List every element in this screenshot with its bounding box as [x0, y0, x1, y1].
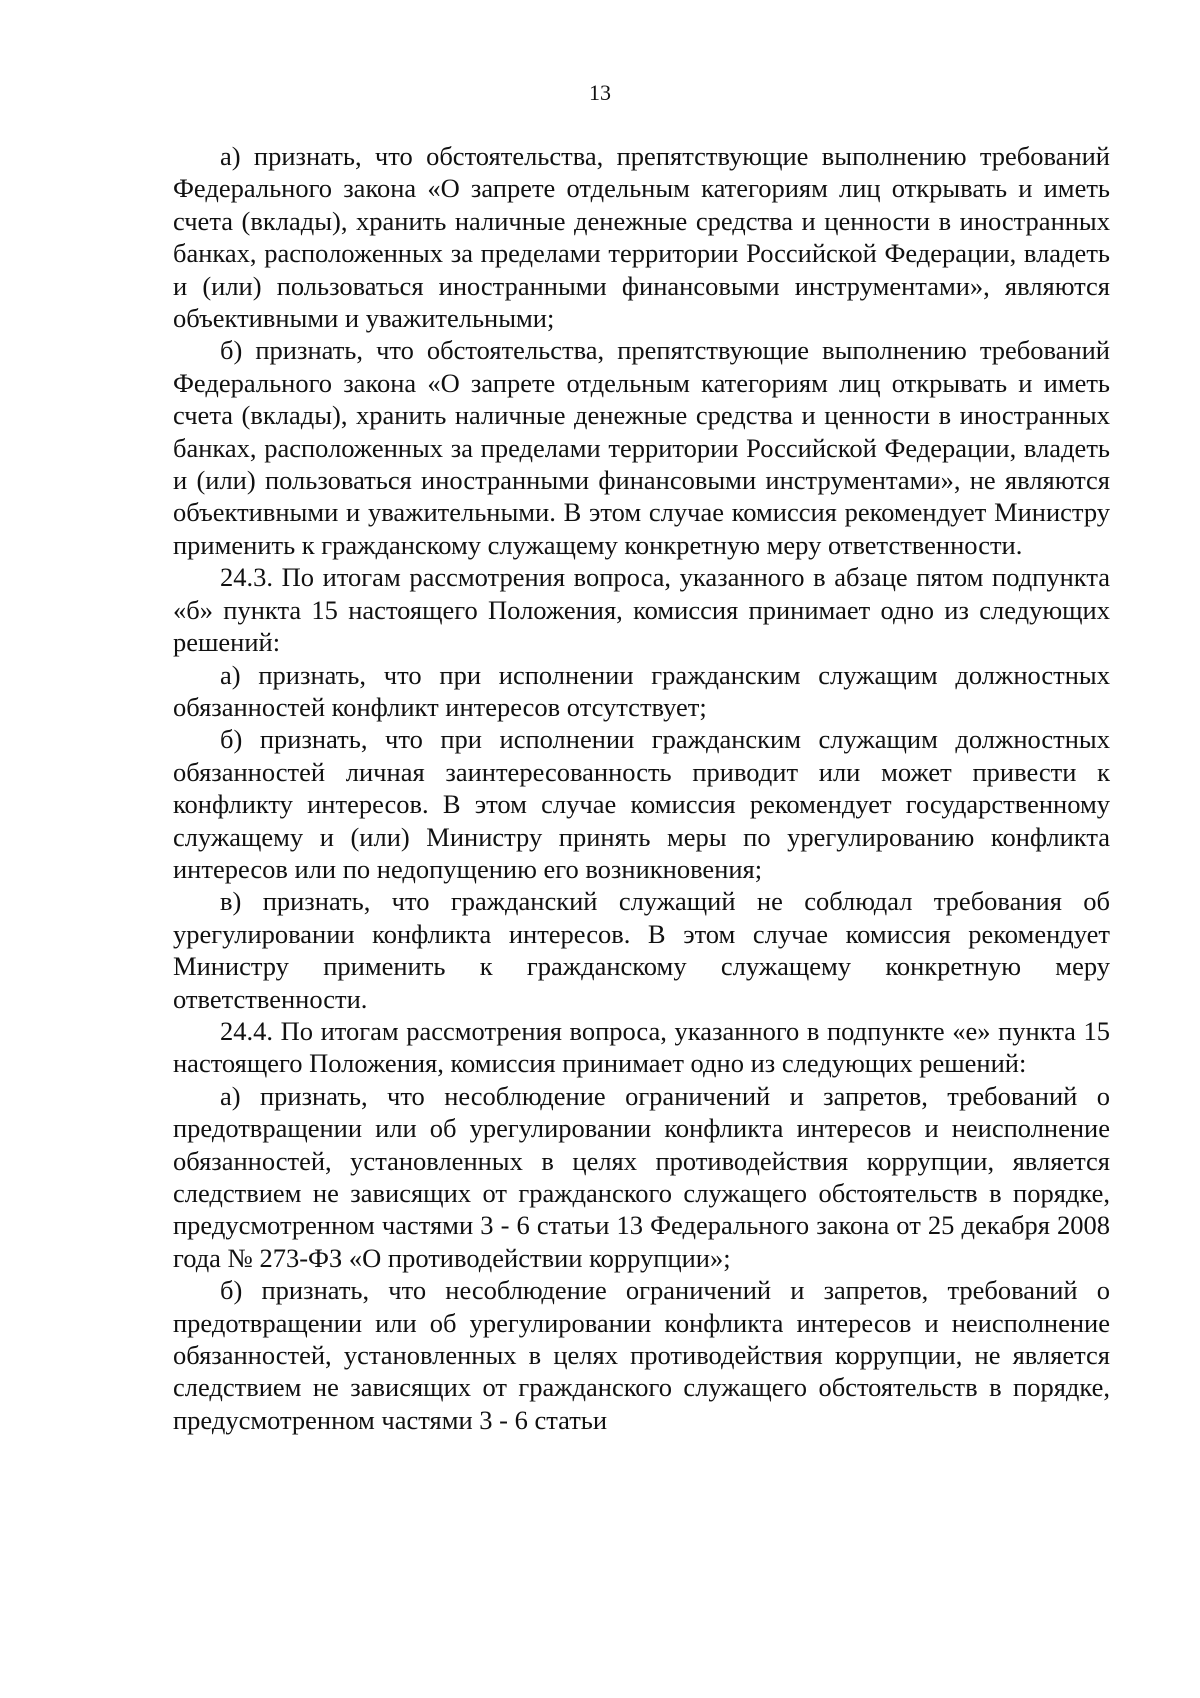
document-body	[173, 140, 1110, 1436]
paragraph-1-a: а) признать, что обстоятельства, препятствующие выполнению требований Федерального закона «О запрете отдельным категориям лиц открывать и иметь счета (вклады), хранить наличные денежные средства и ценности в иностранных банках, расположенных за пределами территории Российской Федерации, владеть и (или) пользоваться иностранными финансовыми инструментами», являются объективными и уважительными;	[173, 141, 1110, 334]
paragraph-24-3-b: б) признать, что при исполнении гражданским служащим должностных обязанностей личная заинтересованность приводит или может привести к конфликту интересов. В этом случае комиссия рекомендует государственному служащему и (или) Министру принять меры по урегулированию конфликта интересов или по недопущению его возникновения;	[173, 724, 1110, 884]
paragraph-1-b: б) признать, что обстоятельства, препятствующие выполнению требований Федерального закона «О запрете отдельным категориям лиц открывать и иметь счета (вклады), хранить наличные денежные средства и ценности в иностранных банках, расположенных за пределами территории Российской Федерации, владеть и (или) пользоваться иностранными финансовыми инструментами», не являются объективными и уважительными. В этом случае комиссия рекомендует Министру применить к гражданскому служащему конкретную меру ответственности.	[173, 335, 1110, 560]
paragraph-24-3: 24.3. По итогам рассмотрения вопроса, указанного в абзаце пятом подпункта «б» пункта 15 настоящего Положения, комиссия принимает одно из следующих решений:	[173, 562, 1110, 658]
paragraph-24-3-a: а) признать, что при исполнении гражданским служащим должностных обязанностей конфликт интересов отсутствует;	[173, 659, 1110, 722]
paragraph-24-3-v: в) признать, что гражданский служащий не соблюдал требования об урегулировании конфликта интересов. В этом случае комиссия рекомендует Министру применить к гражданскому служащему конкретную меру ответственности.	[173, 886, 1110, 1014]
page-number: 13	[589, 80, 611, 105]
paragraph-24-4: 24.4. По итогам рассмотрения вопроса, указанного в подпункте «е» пункта 15 настоящего Положения, комиссия принимает одно из следующих решений:	[173, 1015, 1110, 1079]
paragraph-24-4-b: б) признать, что несоблюдение ограничений и запретов, требований о предотвращении или об урегулировании конфликта интересов и неисполнение обязанностей, установленных в целях противодействия коррупции, не является следствием не зависящих от гражданского служащего обстоятельств в порядке, предусмотренном частями 3 - 6 статьи	[173, 1275, 1110, 1435]
paragraph-24-4-a: а) признать, что несоблюдение ограничений и запретов, требований о предотвращении или об урегулировании конфликта интересов и неисполнение обязанностей, установленных в целях противодействия коррупции, является следствием не зависящих от гражданского служащего обстоятельств в порядке, предусмотренном частями 3 - 6 статьи 13 Федерального закона от 25 декабря 2008 года № 273-ФЗ «О противодействии коррупции»;	[173, 1080, 1110, 1273]
